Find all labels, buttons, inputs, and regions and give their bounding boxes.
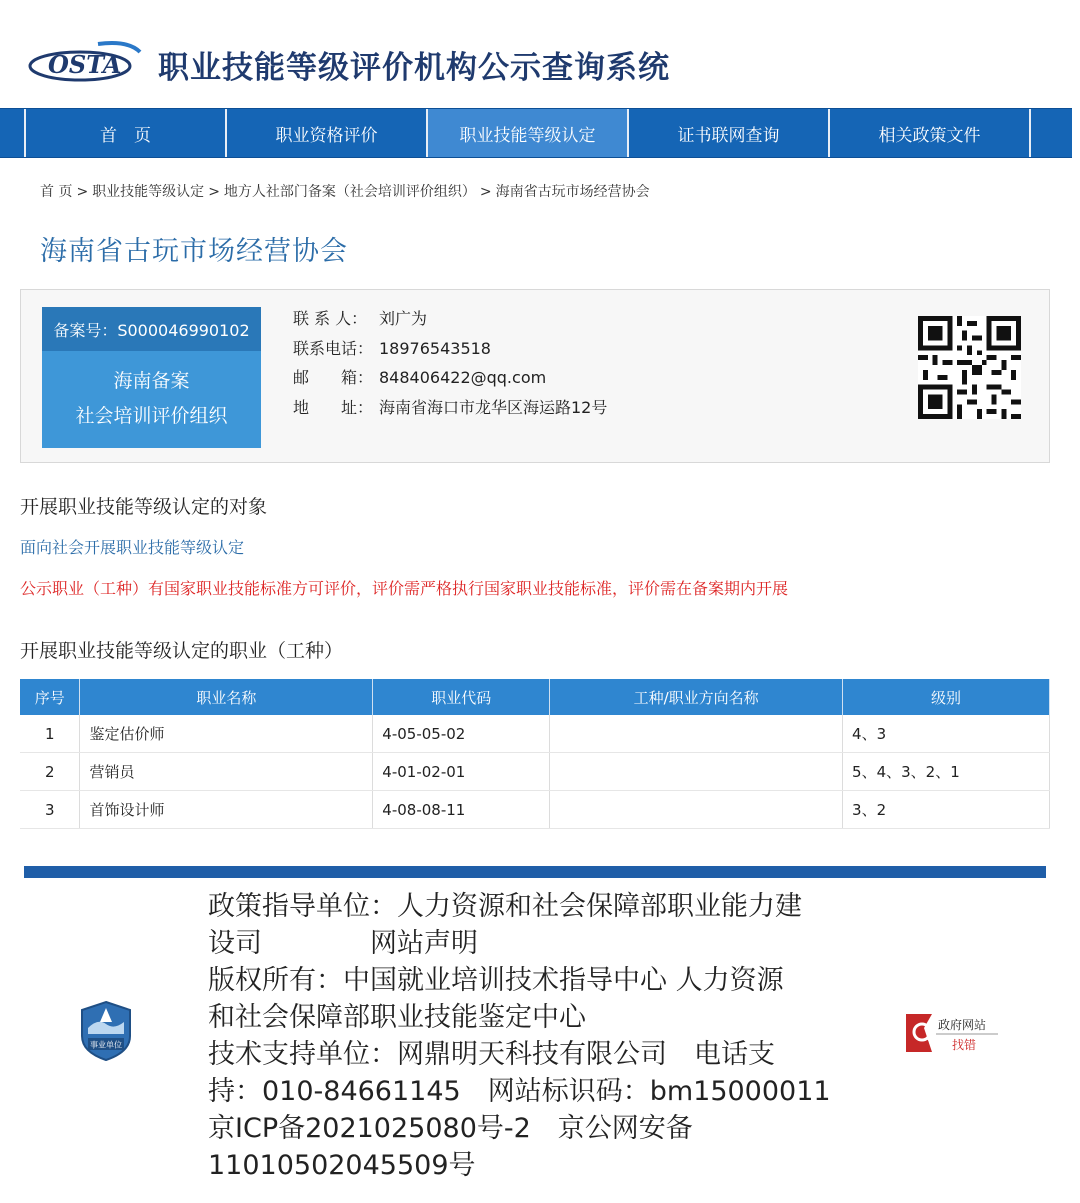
cell-level: 3、2: [843, 791, 1050, 829]
col-header-occupation-code: 职业代码: [373, 679, 550, 715]
address-label: 地 址：: [293, 398, 374, 417]
cell-job-direction: [550, 753, 843, 791]
phone-label: 联系电话：: [293, 339, 374, 358]
nav-item-home[interactable]: 首 页: [26, 109, 227, 157]
gov-site-label[interactable]: 政府网站: [938, 1018, 987, 1032]
address-value: 海南省海口市龙华区海运路12号: [379, 398, 608, 417]
col-header-index: 序号: [20, 679, 80, 715]
table-row: [20, 753, 1050, 791]
col-header-job-direction: 工种/职业方向名称: [550, 679, 843, 715]
qr-code-icon: [918, 316, 1021, 419]
cell-occupation-name: 营销员: [80, 753, 373, 791]
breadcrumb-item-certification[interactable]: 职业技能等级认定: [92, 184, 205, 200]
report-error-label[interactable]: 找错: [952, 1038, 977, 1052]
nav-spacer: [0, 109, 26, 157]
contact-person-label: 联 系 人：: [293, 309, 368, 328]
breadcrumb-separator: >: [479, 184, 492, 200]
breadcrumb-item-current: 海南省古玩市场经营协会: [495, 184, 650, 200]
nav-item-certificate-query[interactable]: 证书联网查询: [629, 109, 830, 157]
cell-occupation-code: 4-08-08-11: [373, 791, 550, 829]
target-description: 面向社会开展职业技能等级认定: [20, 538, 245, 557]
nav-item-qualification-evaluation[interactable]: 职业资格评价: [227, 109, 428, 157]
cell-index: 3: [20, 791, 80, 829]
target-section-title: 开展职业技能等级认定的对象: [20, 496, 268, 518]
address-row: [293, 395, 607, 418]
cell-index: 2: [20, 753, 80, 791]
emblem-text: 事业单位: [90, 1040, 122, 1050]
cell-job-direction: [550, 715, 843, 753]
osta-logo: [28, 36, 144, 88]
badge-line-region: 海南备案: [113, 370, 190, 392]
site-title: 职业技能等级评价机构公示查询系统: [158, 50, 670, 86]
footer-info: [208, 888, 868, 1184]
main-nav: [0, 108, 1072, 158]
public-institution-emblem-icon: [78, 1000, 134, 1062]
email-value[interactable]: 848406422@qq.com: [379, 368, 547, 387]
cell-occupation-code: 4-05-05-02: [373, 715, 550, 753]
contact-person-value: 刘广为: [379, 309, 428, 328]
evaluation-notice: 公示职业（工种）有国家职业技能标准方可评价，评价需严格执行国家职业技能标准，评价需在备案期内开展: [20, 579, 789, 598]
occupations-table: [20, 679, 1050, 829]
table-row: [20, 791, 1050, 829]
breadcrumb: [40, 181, 650, 201]
breadcrumb-separator: >: [76, 184, 89, 200]
phone-row: [293, 336, 491, 359]
footer-line-tech-support: 技术支持单位：网鼎明天科技有限公司 电话支: [208, 1039, 775, 1070]
cell-occupation-name: 首饰设计师: [80, 791, 373, 829]
cell-level: 4、3: [843, 715, 1050, 753]
cell-index: 1: [20, 715, 80, 753]
email-label: 邮 箱：: [293, 368, 374, 387]
contact-person-row: [293, 306, 427, 329]
footer-line-copyright-cont: 和社会保障部职业技能鉴定中心: [208, 1002, 586, 1033]
nav-item-skill-level-certification[interactable]: 职业技能等级认定: [428, 109, 629, 157]
logo-text: OSTA: [48, 50, 122, 79]
footer-line-policy: 政策指导单位：人力资源和社会保障部职业能力建: [208, 891, 802, 922]
col-header-occupation-name: 职业名称: [80, 679, 373, 715]
page-title: 海南省古玩市场经营协会: [40, 236, 348, 267]
breadcrumb-item-home[interactable]: 首 页: [40, 184, 73, 200]
table-row: [20, 715, 1050, 753]
phone-value: 18976543518: [379, 339, 491, 358]
footer-line-icp[interactable]: 京ICP备2021025080号-2 京公网安备: [208, 1113, 693, 1144]
footer-divider: [24, 866, 1046, 878]
cell-occupation-code: 4-01-02-01: [373, 753, 550, 791]
breadcrumb-separator: >: [208, 184, 220, 200]
cell-level: 5、4、3、2、1: [843, 753, 1050, 791]
nav-item-policy-documents[interactable]: 相关政策文件: [830, 109, 1031, 157]
table-header-row: [20, 679, 1050, 715]
col-header-level: 级别: [843, 679, 1050, 715]
cell-occupation-name: 鉴定估价师: [80, 715, 373, 753]
breadcrumb-item-local-filing[interactable]: 地方人社部门备案（社会培训评价组织）: [223, 184, 476, 200]
filing-badge: [42, 307, 261, 448]
occupations-section-title: 开展职业技能等级认定的职业（工种）: [20, 640, 344, 662]
email-row: [293, 365, 546, 388]
footer-line-security-record[interactable]: 11010502045509号: [208, 1150, 476, 1181]
cell-job-direction: [550, 791, 843, 829]
footer-line-declaration[interactable]: 设司 网站声明: [208, 928, 478, 959]
filing-number: 备案号：S000046990102: [42, 307, 261, 351]
footer-line-copyright: 版权所有：中国就业培训技术指导中心 人力资源: [208, 965, 784, 996]
footer-line-phone: 持：010-84661145 网站标识码：bm15000011: [208, 1076, 831, 1107]
badge-line-type: 社会培训评价组织: [75, 405, 228, 427]
